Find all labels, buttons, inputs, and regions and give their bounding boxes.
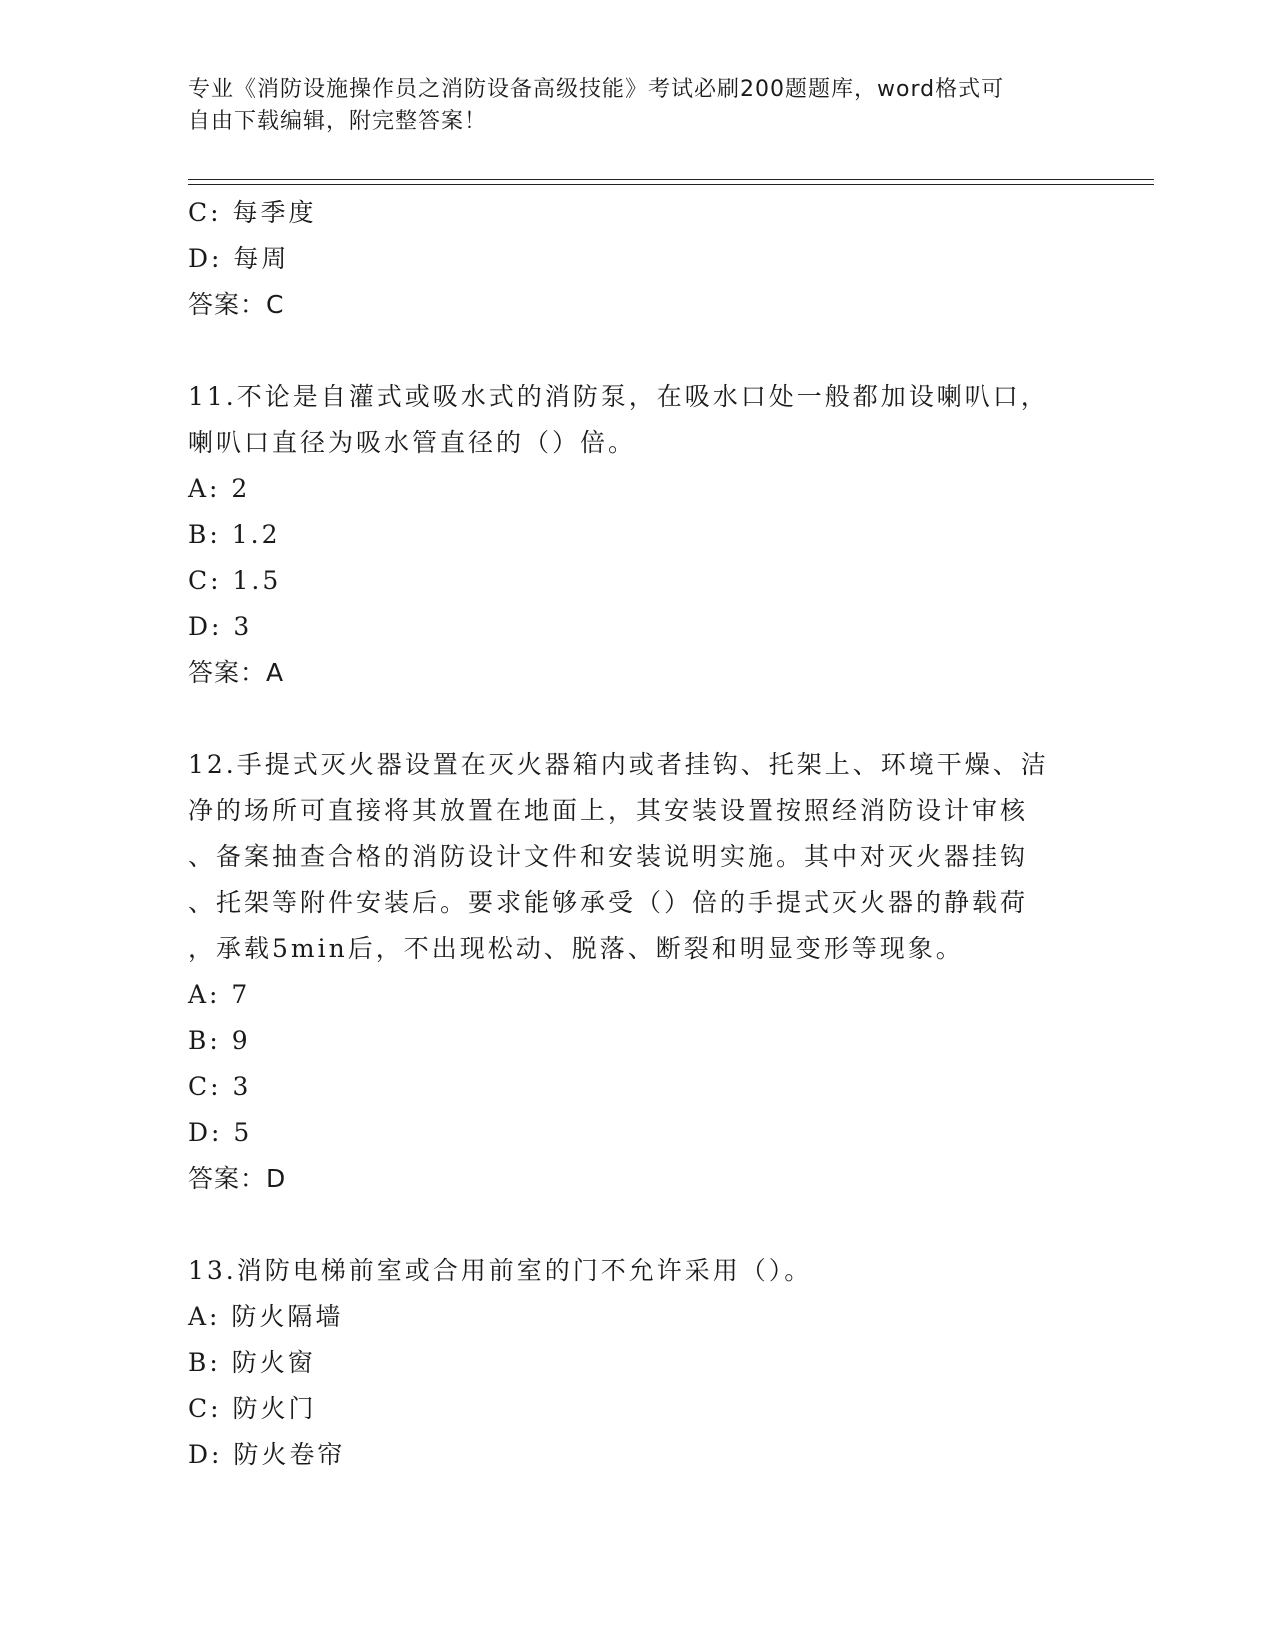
spacer	[188, 1202, 1078, 1248]
option-c: C: 防火门	[188, 1394, 317, 1423]
question-stem-line: ，承载5min后，不出现松动、脱落、断裂和明显变形等现象。	[188, 934, 964, 963]
option-b: B: 9	[188, 1026, 251, 1055]
question-stem-line: 、备案抽查合格的消防设计文件和安装说明实施。其中对灭火器挂钩	[188, 842, 1029, 871]
option-a: A: 7	[188, 980, 251, 1009]
answer-line: 答案：A	[188, 658, 285, 687]
option-a: A: 2	[188, 474, 251, 503]
option-d: D: 每周	[188, 244, 290, 273]
header-line-2: 自由下载编辑，附完整答案！	[188, 109, 488, 134]
question-stem-line: 净的场所可直接将其放置在地面上，其安装设置按照经消防设计审核	[188, 796, 1029, 825]
question-11	[188, 374, 1078, 696]
question-stem-line: 11.不论是自灌式或吸水式的消防泵，在吸水口处一般都加设喇叭口，	[188, 382, 1049, 411]
question-stem-line: 喇叭口直径为吸水管直径的（）倍。	[188, 428, 637, 457]
question-13	[188, 1248, 1078, 1478]
spacer	[188, 328, 1078, 374]
document-header	[188, 74, 1088, 138]
option-d: D: 防火卷帘	[188, 1440, 346, 1469]
option-b: B: 防火窗	[188, 1348, 316, 1377]
header-divider-top	[188, 179, 1154, 180]
spacer	[188, 696, 1078, 742]
option-b: B: 1.2	[188, 520, 281, 549]
header-divider-bottom	[188, 184, 1154, 185]
answer-line: 答案：D	[188, 1164, 287, 1193]
question-stem-line: 12.手提式灭火器设置在灭火器箱内或者挂钩、托架上、环境干燥、洁	[188, 750, 1049, 779]
option-d: D: 3	[188, 612, 253, 641]
question-stem-line: 、托架等附件安装后。要求能够承受（）倍的手提式灭火器的静载荷	[188, 888, 1029, 917]
option-d: D: 5	[188, 1118, 253, 1147]
option-a: A: 防火隔墙	[188, 1302, 344, 1331]
previous-question-tail	[188, 190, 1078, 328]
option-c: C: 每季度	[188, 198, 317, 227]
document-body	[188, 190, 1078, 1478]
question-stem-line: 13.消防电梯前室或合用前室的门不允许采用（）。	[188, 1256, 813, 1285]
option-c: C: 1.5	[188, 566, 282, 595]
option-c: C: 3	[188, 1072, 252, 1101]
answer-line: 答案：C	[188, 290, 285, 319]
header-line-1: 专业《消防设施操作员之消防设备高级技能》考试必刷200题题库，word格式可	[188, 77, 1005, 102]
question-12	[188, 742, 1078, 1202]
